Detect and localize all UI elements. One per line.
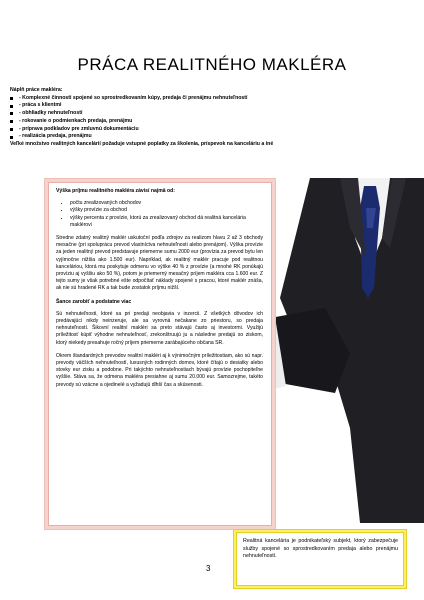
income-factors-list	[56, 200, 263, 229]
income-paragraph: Stredne zdatný realitný maklér uskutoční podľa zdrojov za realizom hlavu 2 až 3 obchody mesačne (pri spoluprácu prevod vlastníctva nehnuteľnosti alebo prenájom). Výška provízie za jeden realitný prevod predstavuje priemerne sumu 2000 eur (provízia za prevod bytu len vyjímočne nižšia ako 1.500 eur). Napríklad, ak realitný maklér pracuje pod realitnou kanceláriou, ktorá mu poskytuje odmenu vo výške 40 % z provízie (a mnohé RK ponúkajú províziu aj vyššiu ako 50 %), potom je priemerný mesačný príjem makléra cca 1.600 eur. Z tejto sumy je však potrebné ešte odpočítať náklady spojené s pracou, ktoré maklér znáša, ak nie sú hradené RK a tak bude zostatok príjmu nižší.	[56, 235, 263, 292]
fees-note: Veľké množstvo realitných kancelárií požaduje vstupné poplatky za školenia, príspevok na kanceláriu a iné	[10, 140, 274, 147]
list-item: • výšky percenta z provízie, ktorú za zrealizovaný obchod dá realitná kancelária maklérovi	[70, 215, 263, 229]
duties-list	[10, 95, 414, 141]
investment-paragraph: Sú nehnuteľnosti, ktoré sa pri predaji neobjavia v inzercii. Z všetkých dôvodov ich predávajúci nikdy neinzeruje, ale sa vyrovná nečakane zo priestoru, so predaja nehnuteľností. Šikovní realitní makléri sa preto stávajú často aj investormi. Využijú príležitosť kúpiť výhodne nehnuteľnosť, zrekonštruujú ju a následne predajú so ziskom, ktorý niekedy presahuje ročný príjem priemerne zarábajúceho občana SR.	[56, 310, 263, 346]
luxury-paragraph: Okrem štandardných prevodov realitní makléri aj k výnimočným príležitostiam, ako sú napr. prevody väčších nehnuteľností, luxusných rodinných domov, ktoré čítajú o desiatky alebo stovky eur zisku a podobne. Pri takýchto nehnuteľnostiach bývajú provízie pochopiteľne vyššie. Stáva sa, že odmena makléra presiahne aj sumu 20.000 eur. Samozrejme, takéto prevody sú vzácne a ojedinelé a vyžadujú dlhší čas a skúsenosti.	[56, 352, 263, 388]
page-number: 3	[206, 564, 211, 573]
income-box	[48, 182, 272, 526]
intro-heading: Náplň práce makléra:	[10, 87, 63, 93]
list-item: • výšky provízie za obchod	[70, 207, 263, 214]
list-item: - rokovanie o podmienkach predaja, prenájmu	[10, 118, 414, 126]
list-item: - realizácia predaja, prenájmu	[10, 133, 414, 141]
list-item: - práca s klientmi	[10, 102, 414, 110]
definition-note	[236, 532, 404, 586]
list-item: • počtu zrealizovaných obchodov	[70, 200, 263, 207]
list-item: - obhliadky nehnuteľností	[10, 110, 414, 118]
page-title: PRÁCA REALITNÉHO MAKLÉRA	[77, 55, 347, 74]
definition-text: Realitná kancelária je podnikateľský subjekt, ktorý zabezpečuje služby spojené so sprostredkovaním predaja alebo prenájmu nehnuteľností.	[243, 538, 398, 560]
income-heading: Výška príjmu realitného makléra závisí najmä od:	[56, 188, 175, 194]
list-item: - Komplexné činnosti spojené so sprostredkovaním kúpy, predaja či prenájmu nehnuteľností	[10, 95, 414, 103]
subheading: Šance zarobiť a podstatne viac	[56, 298, 132, 305]
income-box-content	[56, 188, 263, 395]
list-item: - príprava podkladov pre zmluvnú dokumentáciu	[10, 126, 414, 134]
intro-section	[10, 87, 414, 149]
